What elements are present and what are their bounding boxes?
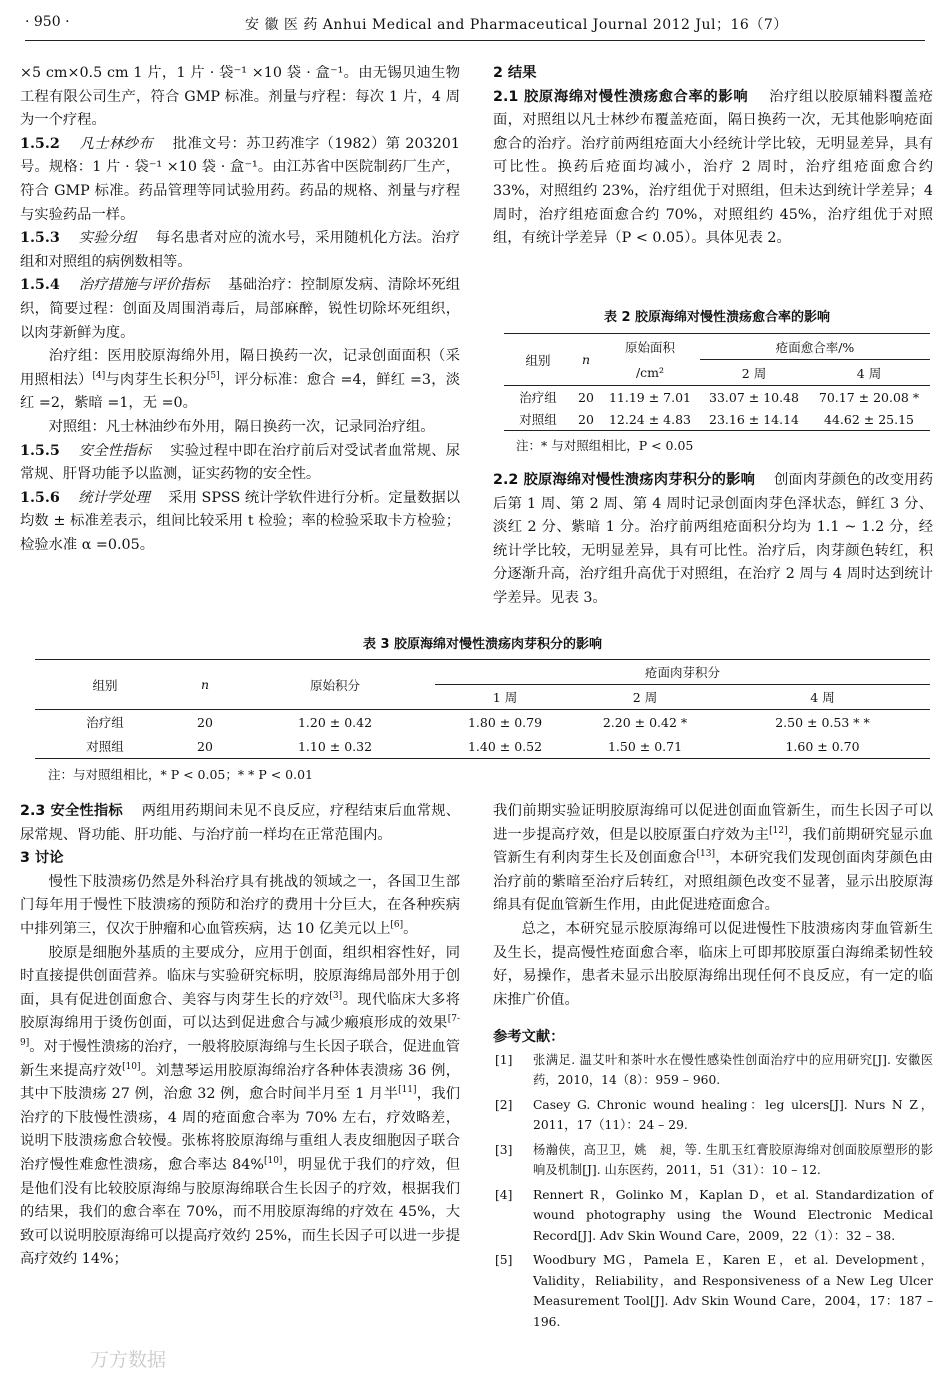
section-1-5-6	[20, 487, 460, 558]
column-top-right-continued	[493, 469, 933, 611]
column-bottom-right	[493, 800, 933, 1336]
text-run: 治疗组：医用胶原海绵外用，隔日换药一次，记录创面面积（采用照相法）	[20, 348, 460, 388]
reference-item	[493, 1095, 933, 1136]
table-header: 组别	[504, 334, 572, 386]
reference-item	[493, 1140, 933, 1181]
section-1-5-5	[20, 440, 460, 487]
table-cell: 2.50 ± 0.53 * *	[775, 714, 870, 730]
reference-number: [1]	[495, 1052, 513, 1067]
paragraph-product-spec: ×5 cm×0.5 cm 1 片，1 片 · 袋⁻¹ ×10 袋 · 盒⁻¹。由无锡贝迪生物工程有限公司生产，符合 GMP 标准。剂量与疗程：每次 1 片，4 周为一个疗程。	[20, 65, 460, 129]
section-heading: 2.3 安全性指标	[20, 803, 123, 819]
section-text: 治疗组以胶原辅料覆盖疮面，对照组以凡士林纱布覆盖疮面，隔日换药一次，无其他影响疮面愈合的治疗。治疗前两组疮面大小经统计学比较，无明显差异，具有可比性。换药后疮面均减小，治疗 2 周时，治疗组疮面愈合约 33%，对照组约 23%，治疗组优于对照组，但未达到统计学差异；4 周时，治疗组疮面愈合约 70%，对照组约 45%，治疗组优于对照组，有统计学差异（P < 0.05）。具体见表 2。	[493, 88, 933, 247]
section-text: 两组用药期间未见不良反应，疗程结束后血常规、尿常规、肾功能、肝功能、与治疗前一样均在正常范围内。	[20, 803, 460, 843]
reference-number: [5]	[495, 1253, 513, 1268]
table-header: 组别	[35, 660, 175, 710]
table-3	[35, 659, 930, 759]
citation-link[interactable]: [12]	[769, 825, 788, 836]
table-2-title: 表 2 胶原海绵对慢性溃疡愈合率的影响	[603, 310, 831, 325]
table-cell: 治疗组	[86, 715, 124, 730]
text-run: 慢性下肢溃疡仍然是外科治疗具有挑战的领域之一，各国卫生部门每年用于慢性下肢溃疡的预防和治疗的费用十分巨大，在各种疾病中排列第三，仅次于肿瘤和心血管疾病，达 10 亿美元以上	[20, 873, 460, 937]
reference-item	[493, 1185, 933, 1247]
reference-text: Woodbury MG，Pamela E，Karen E，et al. Development，Validity，Reliability，and Responsiveness of a New Leg Ulcer Measurement Tool[J]. Adv Skin Wound Care，2004，17：187 – 196.	[533, 1253, 933, 1329]
section-text: 创面肉芽颜色的改变用药后第 1 周、第 2 周、第 4 周时记录创面肉芽色泽状态，鲜红 3 分、淡红 2 分、紫暗 1 分。治疗前两组疮面积分均为 1.1 ~ 1.2 分，经统计学比较，无明显差异，具有可比性。治疗后，肉芽颜色转红，积分逐渐升高，治疗组升高优于对照组，在治疗 2 周与 4 周时达到统计学差异。见表 3。	[493, 472, 933, 606]
reference-list	[493, 1050, 933, 1333]
reference-number: [3]	[495, 1142, 513, 1157]
citation-link[interactable]: [3]	[329, 990, 343, 1001]
table-header: 4 周	[808, 360, 930, 386]
citation-link[interactable]: [10]	[122, 1061, 141, 1072]
section-heading: 2.1 胶原海绵对慢性溃疡愈合率的影响	[493, 88, 749, 105]
reference-number: [2]	[495, 1097, 513, 1112]
table-cell: 20	[175, 734, 235, 759]
column-top-left	[20, 62, 460, 557]
table-header: 原始积分	[235, 660, 435, 710]
table-cell: 23.16 ± 14.14	[700, 408, 808, 431]
text-run: ，本研究我们发现创面肉芽颜色由治疗前的紫暗至治疗后转红，对照组颜色改变不显著，显示出胶原海绵具有促血管新生作用，由此促进疮面愈合。	[493, 850, 934, 914]
section-heading: 2.2 胶原海绵对慢性溃疡肉芽积分的影响	[493, 472, 756, 488]
table-header: 4 周	[715, 685, 930, 710]
text-run: ，评分标准：愈合 =4，鲜红 =3，淡红 =2，紫暗 =1，无 =0。	[20, 371, 461, 412]
table-cell: 1.80 ± 0.79	[467, 714, 543, 730]
watermark: 万方数据	[90, 1349, 167, 1371]
citation-link[interactable]: [5]	[206, 370, 220, 381]
section-2-3	[20, 800, 460, 847]
text-run: ，我们治疗的下肢慢性溃疡，4 周的疮面愈合率为 70% 左右，疗效略差，说明下肢溃疡愈合较慢。张栋将胶原海绵与重组人表皮细胞因子联合治疗慢性难愈性溃疡，愈合率达 84%	[20, 1086, 461, 1173]
citation-link[interactable]: [4]	[92, 370, 106, 381]
table-row	[35, 710, 930, 735]
section-2-2	[493, 469, 933, 611]
paragraph-control-group: 对照组：凡士林油纱布外用，隔日换药一次，记录同治疗组。	[48, 418, 435, 435]
table-header: 2 周	[700, 360, 808, 386]
table-cell: 33.07 ± 10.48	[709, 389, 799, 405]
table-cell: 1.10 ± 0.32	[235, 734, 435, 759]
section-title: 统计学处理	[78, 489, 150, 506]
table-cell: 对照组	[504, 408, 572, 431]
text-run: 。对于慢性溃疡的治疗，一般将胶原海绵与生长因子联合，促进血管新生来提高疗效	[20, 1038, 460, 1079]
column-top-right	[493, 62, 933, 251]
table-cell: 11.19 ± 7.01	[608, 389, 692, 405]
table-cell: 2.20 ± 0.42 *	[602, 714, 688, 730]
table-header: n	[572, 334, 600, 386]
section-2-1	[493, 86, 933, 251]
table-cell: 44.62 ± 25.15	[808, 408, 930, 431]
text-run: 与肉芽生长积分	[105, 371, 207, 388]
table-cell: 1.50 ± 0.71	[575, 734, 715, 759]
text-run: 。刘慧琴运用胶原海绵治疗各种体表溃疡 36 例，其中下肢溃疡 27 例，治愈 32 例，愈合时间半月至 1 月半	[20, 1062, 460, 1103]
paragraph-discussion-3	[493, 800, 933, 918]
table-cell: 治疗组	[519, 390, 557, 405]
table-3-title: 表 3 胶原海绵对慢性溃疡肉芽积分的影响	[362, 637, 603, 652]
table-2	[504, 333, 930, 431]
table-cell: 20	[197, 714, 213, 730]
table-header: /cm²	[600, 360, 700, 386]
reference-number: [4]	[495, 1187, 513, 1202]
table-cell: 对照组	[35, 734, 175, 759]
table-row	[504, 386, 930, 409]
section-1-5-4	[20, 274, 460, 345]
section-text: 每名患者对应的流水号，采用随机化方法。治疗组和对照组的病例数相等。	[20, 230, 461, 270]
column-bottom-left	[20, 800, 460, 1272]
section-text: 基础治疗：控制原发病、清除坏死组织，简要过程：创面及周围消毒后，局部麻醉，锐性切除坏死组织，以肉芽新鲜为度。	[20, 277, 460, 341]
citation-link[interactable]: [10]	[263, 1156, 283, 1167]
section-number: 1.5.3	[20, 230, 60, 247]
table-header: 疮面肉芽积分	[435, 660, 930, 685]
section-title: 治疗措施与评价指标	[78, 277, 210, 294]
text-run: 胶原是细胞外基质的主要成分，应用于创面，组织相容性好，同时直接提供创面营养。临床与实验研究标明，胶原海绵局部外用于创面，具有促进创面愈合、美容与肉芽生长的疗效	[20, 944, 460, 1008]
section-number: 1.5.2	[20, 135, 60, 152]
table-cell: 1.60 ± 0.70	[715, 734, 930, 759]
table-cell: 1.40 ± 0.52	[435, 734, 575, 759]
section-text: 实验过程中即在治疗前后对受试者血常规、尿常规、肝肾功能予以监测，证实药物的安全性。	[20, 442, 460, 483]
section-text: 采用 SPSS 统计学软件进行分析。定量数据以均数 ± 标准差表示，组间比较采用 t 检验；率的检验采取卡方检验；检验水准 α =0.05。	[20, 489, 461, 553]
section-1-5-3	[20, 227, 460, 274]
table-header: n	[175, 660, 235, 710]
table-cell: 70.17 ± 20.08 *	[818, 389, 920, 405]
section-1-5-2	[20, 133, 460, 227]
citation-link[interactable]: [6]	[390, 920, 404, 931]
table-3-note: 注：与对照组相比，* P < 0.05；* * P < 0.01	[48, 767, 313, 782]
reference-item	[493, 1050, 933, 1091]
citation-link[interactable]: [11]	[398, 1085, 417, 1096]
reference-text: 张满足. 温艾叶和茶叶水在慢性感染性创面治疗中的应用研究[J]. 安徽医药，2010，14（8）：959 – 960.	[533, 1052, 933, 1088]
table-header: 疮面愈合率/%	[700, 334, 930, 360]
section-title: 安全性指标	[78, 442, 152, 459]
text-run: 我们前期实验证明胶原海绵可以促进创面血管新生，而生长因子可以进一步提高疗效，但是以胶原蛋白疗效为主	[493, 803, 933, 843]
references-heading: 参考文献：	[493, 1029, 565, 1046]
text-run: 。现代临床大多将胶原海绵用于烫伤创面，可以达到促进愈合与减少瘢痕形成的效果	[20, 991, 461, 1032]
reference-text: Rennert R，Golinko M，Kaplan D，et al. Standardization of wound photography using the Wound Electronic Medical Record[J]. Adv Skin Wound Care，2009，22（1）：32 – 38.	[533, 1187, 933, 1243]
paragraph-discussion-1	[20, 871, 460, 942]
journal-title: 安 徽 医 药 Anhui Medical and Pharmaceutical Journal 2012 Jul；16（7）	[245, 17, 788, 33]
section-number: 1.5.4	[20, 277, 60, 294]
table-row	[504, 408, 930, 431]
section-text: 批准文号：苏卫药准字（1982）第 203201 号。规格：1 片 · 袋⁻¹ ×10 袋 · 盒⁻¹。由江苏省中医院制药厂生产，符合 GMP 标准。药品管理等同试验用药。药品的规格、剂量与疗程与实验药品一样。	[20, 135, 460, 223]
text-run: ，明显优于我们的疗效，但是他们没有比较胶原海绵与胶原海绵联合生长因子的疗效，根据我们的结果，我们的愈合率在 70%，而不用胶原海绵的疗效在 45%，大致可以说明胶原海绵可以提高疗效约 25%，而生长因子可以进一步提高疗效约 14%；	[20, 1156, 461, 1268]
section-number: 1.5.5	[20, 442, 60, 459]
text-run: ，我们前期研究显示血管新生有利肉芽生长及创面愈合	[493, 826, 934, 867]
citation-link[interactable]: [13]	[696, 849, 715, 860]
table-cell: 20	[578, 389, 594, 405]
section-heading-results: 2 结果	[493, 65, 537, 81]
table-row	[35, 734, 930, 759]
section-title: 实验分组	[78, 230, 137, 247]
reference-text: 杨瀚侠，高卫卫，姚 昶，等. 生肌玉红膏胶原海绵对创面胶原塑形的影响及机制[J]. 山东医药，2011，51（31）：10 – 12.	[533, 1142, 933, 1178]
citation-link[interactable]: [7-9]	[20, 1014, 460, 1049]
section-heading-discussion: 3 讨论	[20, 850, 64, 867]
section-title: 凡士林纱布	[79, 135, 154, 152]
running-header	[25, 14, 925, 41]
table-cell: 1.20 ± 0.42	[297, 714, 373, 730]
table-header: 1 周	[435, 685, 575, 710]
paragraph-treatment-group	[20, 345, 460, 416]
table-header: 2 周	[575, 685, 715, 710]
paragraph-discussion-2	[20, 942, 460, 1272]
table-header: 原始面积	[600, 334, 700, 360]
section-number: 1.5.6	[20, 489, 60, 506]
reference-text: Casey G. Chronic wound healing：leg ulcers[J]. Nurs N Z，2011，17（11）：24 – 29.	[533, 1097, 933, 1133]
reference-item	[493, 1250, 933, 1332]
table-2-note: 注：* 与对照组相比，P < 0.05	[516, 438, 694, 453]
table-cell: 20	[572, 408, 600, 431]
table-cell: 12.24 ± 4.83	[600, 408, 700, 431]
text-run: 。	[403, 920, 418, 937]
paragraph-conclusion: 总之，本研究显示胶原海绵可以促进慢性下肢溃疡肉芽血管新生及生长，提高慢性疮面愈合率，临床上可即邦胶原蛋白海绵柔韧性较好，易操作，患者未显示出胶原海绵出现任何不良反应，有一定的临床推广价值。	[493, 920, 933, 1008]
page-number: · 950 ·	[25, 14, 70, 30]
